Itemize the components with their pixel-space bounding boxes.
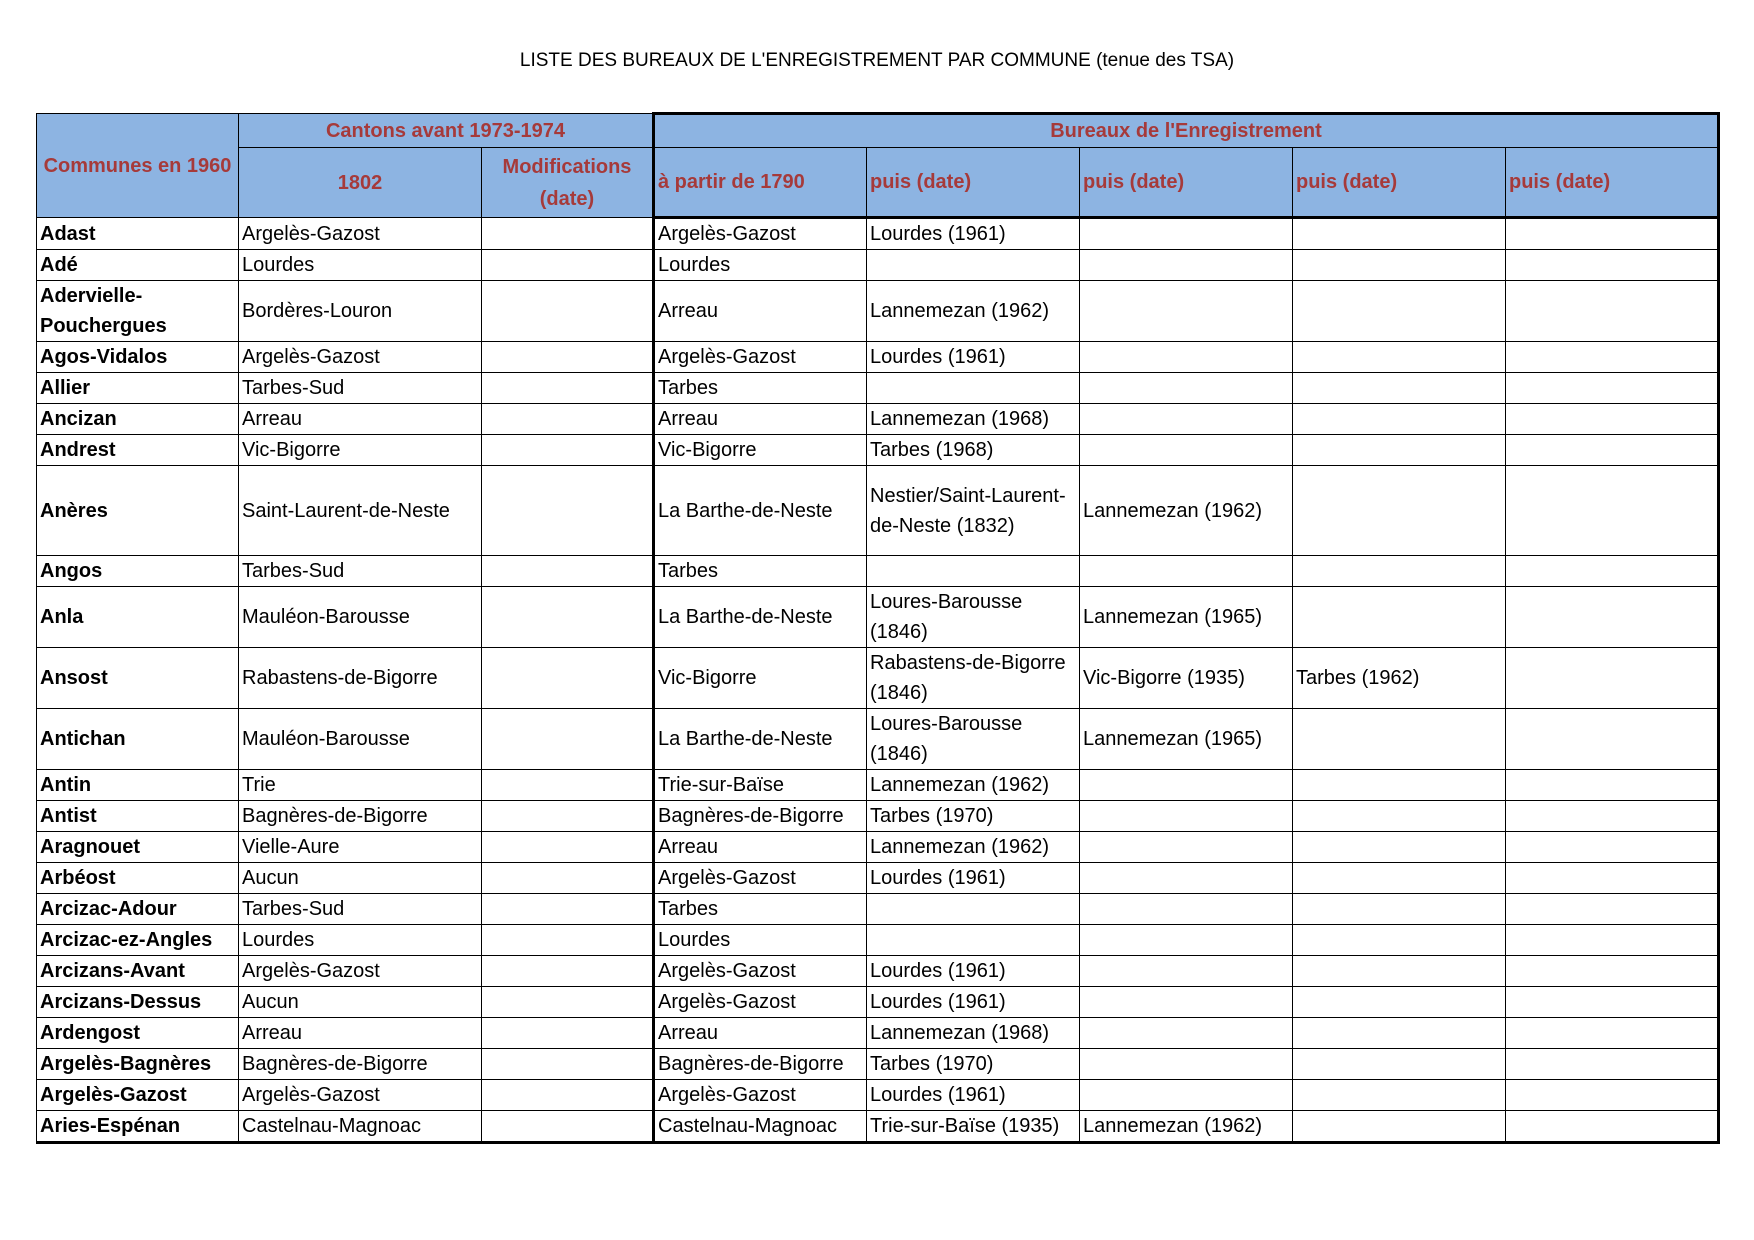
cell-modifications — [482, 1111, 654, 1143]
cell-puis-4 — [1506, 894, 1719, 925]
header-bureaux-group: Bureaux de l'Enregistrement — [654, 114, 1719, 148]
cell-commune: Argelès-Gazost — [37, 1080, 239, 1111]
cell-modifications — [482, 556, 654, 587]
cell-canton-1802: Argelès-Gazost — [239, 342, 482, 373]
table-row — [37, 832, 1719, 863]
cell-canton-1802: Arreau — [239, 1018, 482, 1049]
cell-puis-4 — [1506, 1111, 1719, 1143]
table-row — [37, 281, 1719, 342]
cell-commune: Antichan — [37, 709, 239, 770]
table-row — [37, 1111, 1719, 1143]
cell-puis-2: Lannemezan (1965) — [1080, 709, 1293, 770]
cell-canton-1802: Tarbes-Sud — [239, 894, 482, 925]
cell-commune: Adervielle-Pouchergues — [37, 281, 239, 342]
cell-puis-3: Tarbes (1962) — [1293, 648, 1506, 709]
cell-puis-4 — [1506, 250, 1719, 281]
cell-puis-3 — [1293, 342, 1506, 373]
cell-puis-2: Lannemezan (1962) — [1080, 1111, 1293, 1143]
cell-canton-1802: Bordères-Louron — [239, 281, 482, 342]
cell-puis-2: Vic-Bigorre (1935) — [1080, 648, 1293, 709]
cell-bureau-1790: Vic-Bigorre — [654, 648, 867, 709]
cell-canton-1802: Mauléon-Barousse — [239, 587, 482, 648]
cell-bureau-1790: Tarbes — [654, 556, 867, 587]
cell-puis-3 — [1293, 404, 1506, 435]
cell-puis-1 — [867, 250, 1080, 281]
cell-bureau-1790: Argelès-Gazost — [654, 863, 867, 894]
cell-puis-4 — [1506, 342, 1719, 373]
cell-bureau-1790: Argelès-Gazost — [654, 1080, 867, 1111]
cell-puis-4 — [1506, 801, 1719, 832]
cell-commune: Arcizans-Dessus — [37, 987, 239, 1018]
cell-puis-1: Lourdes (1961) — [867, 987, 1080, 1018]
table-row — [37, 709, 1719, 770]
cell-canton-1802: Tarbes-Sud — [239, 373, 482, 404]
cell-puis-3 — [1293, 987, 1506, 1018]
cell-canton-1802: Aucun — [239, 863, 482, 894]
cell-puis-2 — [1080, 956, 1293, 987]
cell-puis-2 — [1080, 770, 1293, 801]
cell-commune: Ardengost — [37, 1018, 239, 1049]
cell-puis-2 — [1080, 1049, 1293, 1080]
cell-canton-1802: Bagnères-de-Bigorre — [239, 1049, 482, 1080]
cell-canton-1802: Castelnau-Magnoac — [239, 1111, 482, 1143]
cell-puis-2 — [1080, 435, 1293, 466]
cell-puis-2 — [1080, 556, 1293, 587]
table-row — [37, 342, 1719, 373]
cell-puis-3 — [1293, 587, 1506, 648]
cell-bureau-1790: Lourdes — [654, 925, 867, 956]
cell-puis-4 — [1506, 987, 1719, 1018]
cell-modifications — [482, 435, 654, 466]
cell-modifications — [482, 342, 654, 373]
cell-puis-4 — [1506, 373, 1719, 404]
cell-puis-1 — [867, 373, 1080, 404]
table-row — [37, 587, 1719, 648]
cell-puis-3 — [1293, 709, 1506, 770]
cell-puis-1: Lourdes (1961) — [867, 342, 1080, 373]
cell-commune: Agos-Vidalos — [37, 342, 239, 373]
cell-commune: Anla — [37, 587, 239, 648]
cell-puis-4 — [1506, 556, 1719, 587]
cell-bureau-1790: Arreau — [654, 832, 867, 863]
cell-bureau-1790: Lourdes — [654, 250, 867, 281]
cell-modifications — [482, 863, 654, 894]
cell-modifications — [482, 770, 654, 801]
cell-puis-4 — [1506, 587, 1719, 648]
table-header — [37, 114, 1719, 218]
table-row — [37, 956, 1719, 987]
cell-puis-3 — [1293, 281, 1506, 342]
cell-canton-1802: Mauléon-Barousse — [239, 709, 482, 770]
cell-puis-4 — [1506, 925, 1719, 956]
table-row — [37, 801, 1719, 832]
cell-puis-3 — [1293, 1018, 1506, 1049]
cell-commune: Ansost — [37, 648, 239, 709]
cell-commune: Anères — [37, 466, 239, 556]
cell-commune: Andrest — [37, 435, 239, 466]
cell-canton-1802: Arreau — [239, 404, 482, 435]
cell-commune: Angos — [37, 556, 239, 587]
cell-bureau-1790: Arreau — [654, 404, 867, 435]
cell-commune: Argelès-Bagnères — [37, 1049, 239, 1080]
cell-puis-2 — [1080, 218, 1293, 250]
cell-puis-3 — [1293, 770, 1506, 801]
registry-table — [36, 112, 1720, 1144]
cell-commune: Ancizan — [37, 404, 239, 435]
cell-puis-3 — [1293, 925, 1506, 956]
cell-bureau-1790: Bagnères-de-Bigorre — [654, 1049, 867, 1080]
cell-modifications — [482, 801, 654, 832]
cell-commune: Allier — [37, 373, 239, 404]
cell-puis-4 — [1506, 281, 1719, 342]
cell-puis-1: Tarbes (1968) — [867, 435, 1080, 466]
cell-puis-2 — [1080, 1018, 1293, 1049]
cell-puis-4 — [1506, 435, 1719, 466]
cell-commune: Antin — [37, 770, 239, 801]
cell-bureau-1790: La Barthe-de-Neste — [654, 709, 867, 770]
cell-puis-2 — [1080, 863, 1293, 894]
table-row — [37, 1049, 1719, 1080]
cell-puis-3 — [1293, 832, 1506, 863]
cell-puis-2 — [1080, 894, 1293, 925]
cell-bureau-1790: Tarbes — [654, 894, 867, 925]
cell-canton-1802: Tarbes-Sud — [239, 556, 482, 587]
cell-puis-4 — [1506, 404, 1719, 435]
cell-modifications — [482, 587, 654, 648]
cell-modifications — [482, 832, 654, 863]
cell-modifications — [482, 466, 654, 556]
cell-canton-1802: Vielle-Aure — [239, 832, 482, 863]
cell-puis-3 — [1293, 801, 1506, 832]
cell-modifications — [482, 218, 654, 250]
cell-puis-1: Lourdes (1961) — [867, 1080, 1080, 1111]
cell-puis-4 — [1506, 770, 1719, 801]
cell-puis-2: Lannemezan (1962) — [1080, 466, 1293, 556]
cell-puis-3 — [1293, 373, 1506, 404]
cell-bureau-1790: Trie-sur-Baïse — [654, 770, 867, 801]
cell-bureau-1790: Bagnères-de-Bigorre — [654, 801, 867, 832]
cell-modifications — [482, 709, 654, 770]
cell-puis-2 — [1080, 342, 1293, 373]
cell-puis-1: Tarbes (1970) — [867, 1049, 1080, 1080]
header-cantons-group: Cantons avant 1973-1974 — [239, 114, 654, 148]
cell-puis-4 — [1506, 832, 1719, 863]
table-row — [37, 648, 1719, 709]
cell-puis-1: Lourdes (1961) — [867, 218, 1080, 250]
cell-puis-1: Nestier/Saint-Laurent-de-Neste (1832) — [867, 466, 1080, 556]
cell-canton-1802: Trie — [239, 770, 482, 801]
cell-puis-1: Trie-sur-Baïse (1935) — [867, 1111, 1080, 1143]
cell-modifications — [482, 894, 654, 925]
cell-puis-3 — [1293, 250, 1506, 281]
cell-puis-4 — [1506, 956, 1719, 987]
cell-puis-3 — [1293, 1049, 1506, 1080]
table-row — [37, 556, 1719, 587]
cell-puis-4 — [1506, 1018, 1719, 1049]
cell-puis-1: Lannemezan (1968) — [867, 1018, 1080, 1049]
cell-commune: Antist — [37, 801, 239, 832]
cell-bureau-1790: Argelès-Gazost — [654, 342, 867, 373]
cell-commune: Adé — [37, 250, 239, 281]
cell-canton-1802: Aucun — [239, 987, 482, 1018]
table-row — [37, 1018, 1719, 1049]
cell-bureau-1790: Argelès-Gazost — [654, 956, 867, 987]
header-puis-4: puis (date) — [1506, 148, 1719, 218]
cell-puis-1: Lourdes (1961) — [867, 863, 1080, 894]
cell-puis-2 — [1080, 801, 1293, 832]
cell-commune: Aragnouet — [37, 832, 239, 863]
cell-puis-4 — [1506, 863, 1719, 894]
cell-puis-3 — [1293, 1080, 1506, 1111]
cell-canton-1802: Lourdes — [239, 925, 482, 956]
cell-puis-1: Rabastens-de-Bigorre (1846) — [867, 648, 1080, 709]
cell-canton-1802: Lourdes — [239, 250, 482, 281]
cell-bureau-1790: Arreau — [654, 281, 867, 342]
table-row — [37, 863, 1719, 894]
cell-puis-4 — [1506, 1049, 1719, 1080]
cell-canton-1802: Bagnères-de-Bigorre — [239, 801, 482, 832]
cell-puis-2 — [1080, 404, 1293, 435]
cell-commune: Arcizac-ez-Angles — [37, 925, 239, 956]
header-from-1790: à partir de 1790 — [654, 148, 867, 218]
cell-puis-1 — [867, 894, 1080, 925]
cell-puis-3 — [1293, 556, 1506, 587]
cell-puis-1: Lourdes (1961) — [867, 956, 1080, 987]
cell-bureau-1790: Vic-Bigorre — [654, 435, 867, 466]
table-row — [37, 1080, 1719, 1111]
cell-puis-2 — [1080, 373, 1293, 404]
cell-canton-1802: Argelès-Gazost — [239, 1080, 482, 1111]
cell-modifications — [482, 648, 654, 709]
header-communes: Communes en 1960 — [37, 114, 239, 218]
table-body — [37, 218, 1719, 1143]
table-row — [37, 925, 1719, 956]
cell-puis-1: Loures-Barousse (1846) — [867, 709, 1080, 770]
table-row — [37, 373, 1719, 404]
document-title: LISTE DES BUREAUX DE L'ENREGISTREMENT PAR COMMUNE (tenue des TSA) — [519, 50, 1235, 71]
cell-puis-2 — [1080, 281, 1293, 342]
cell-modifications — [482, 1049, 654, 1080]
header-1802: 1802 — [239, 148, 482, 218]
table-row — [37, 218, 1719, 250]
cell-puis-2 — [1080, 1080, 1293, 1111]
cell-modifications — [482, 373, 654, 404]
cell-puis-1 — [867, 556, 1080, 587]
cell-puis-2 — [1080, 832, 1293, 863]
cell-puis-4 — [1506, 1080, 1719, 1111]
cell-puis-1: Tarbes (1970) — [867, 801, 1080, 832]
cell-canton-1802: Rabastens-de-Bigorre — [239, 648, 482, 709]
cell-commune: Arcizans-Avant — [37, 956, 239, 987]
cell-bureau-1790: Castelnau-Magnoac — [654, 1111, 867, 1143]
cell-modifications — [482, 956, 654, 987]
cell-puis-2: Lannemezan (1965) — [1080, 587, 1293, 648]
cell-commune: Aries-Espénan — [37, 1111, 239, 1143]
cell-canton-1802: Vic-Bigorre — [239, 435, 482, 466]
cell-puis-4 — [1506, 218, 1719, 250]
cell-puis-1: Lannemezan (1962) — [867, 281, 1080, 342]
cell-modifications — [482, 281, 654, 342]
table-row — [37, 250, 1719, 281]
cell-puis-3 — [1293, 466, 1506, 556]
cell-bureau-1790: La Barthe-de-Neste — [654, 587, 867, 648]
cell-puis-3 — [1293, 218, 1506, 250]
cell-modifications — [482, 1080, 654, 1111]
table-row — [37, 770, 1719, 801]
cell-bureau-1790: La Barthe-de-Neste — [654, 466, 867, 556]
cell-puis-1: Lannemezan (1962) — [867, 770, 1080, 801]
header-puis-3: puis (date) — [1293, 148, 1506, 218]
cell-puis-1: Lannemezan (1962) — [867, 832, 1080, 863]
cell-puis-1: Loures-Barousse (1846) — [867, 587, 1080, 648]
cell-bureau-1790: Argelès-Gazost — [654, 218, 867, 250]
cell-bureau-1790: Argelès-Gazost — [654, 987, 867, 1018]
cell-commune: Arcizac-Adour — [37, 894, 239, 925]
cell-canton-1802: Argelès-Gazost — [239, 956, 482, 987]
cell-modifications — [482, 987, 654, 1018]
header-puis-1: puis (date) — [867, 148, 1080, 218]
header-puis-2: puis (date) — [1080, 148, 1293, 218]
cell-modifications — [482, 404, 654, 435]
cell-puis-4 — [1506, 648, 1719, 709]
cell-puis-3 — [1293, 894, 1506, 925]
header-modifications: Modifications (date) — [482, 148, 654, 218]
cell-commune: Arbéost — [37, 863, 239, 894]
cell-modifications — [482, 1018, 654, 1049]
cell-canton-1802: Argelès-Gazost — [239, 218, 482, 250]
cell-puis-3 — [1293, 1111, 1506, 1143]
table-row — [37, 987, 1719, 1018]
cell-puis-3 — [1293, 863, 1506, 894]
cell-puis-2 — [1080, 987, 1293, 1018]
table-row — [37, 435, 1719, 466]
cell-puis-3 — [1293, 435, 1506, 466]
cell-modifications — [482, 925, 654, 956]
cell-puis-2 — [1080, 925, 1293, 956]
cell-puis-2 — [1080, 250, 1293, 281]
table-row — [37, 404, 1719, 435]
cell-puis-3 — [1293, 956, 1506, 987]
cell-puis-4 — [1506, 466, 1719, 556]
cell-modifications — [482, 250, 654, 281]
cell-puis-1 — [867, 925, 1080, 956]
cell-puis-4 — [1506, 709, 1719, 770]
table-row — [37, 894, 1719, 925]
cell-bureau-1790: Tarbes — [654, 373, 867, 404]
cell-canton-1802: Saint-Laurent-de-Neste — [239, 466, 482, 556]
cell-commune: Adast — [37, 218, 239, 250]
table-row — [37, 466, 1719, 556]
cell-bureau-1790: Arreau — [654, 1018, 867, 1049]
cell-puis-1: Lannemezan (1968) — [867, 404, 1080, 435]
